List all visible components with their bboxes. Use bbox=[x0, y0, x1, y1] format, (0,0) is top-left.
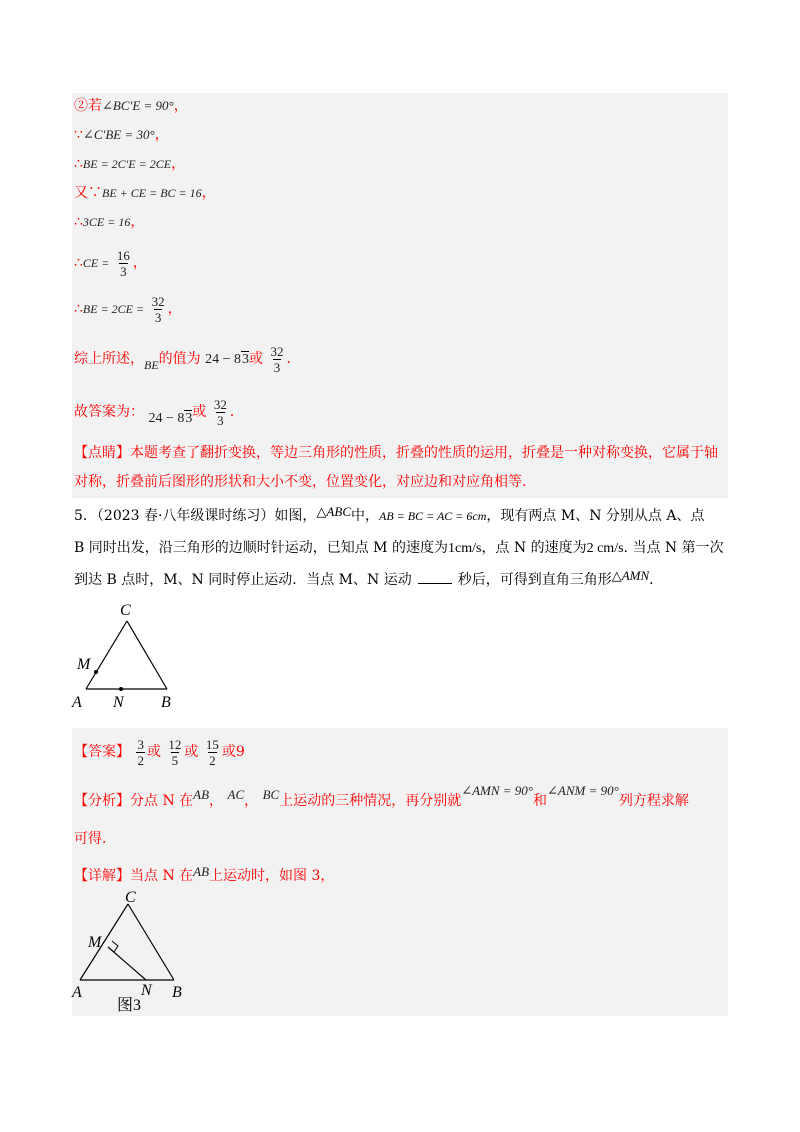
side-ac bbox=[86, 621, 127, 689]
point-n bbox=[119, 687, 123, 691]
comma: ， bbox=[132, 255, 147, 271]
question-text: ，现有两点 M、N 分别从点 A、点 bbox=[486, 508, 705, 524]
solution-line-summary bbox=[74, 341, 300, 378]
analysis-text: 上运动的三种情况，再分别就 bbox=[279, 793, 462, 809]
denominator: 2 bbox=[209, 752, 216, 768]
because-symbol: ∵ bbox=[74, 127, 83, 143]
equation: 3CE = 16 bbox=[82, 215, 131, 229]
label-n: N bbox=[113, 694, 124, 711]
question-text: 到达 B 点时，M、N 同时停止运动．当点 M、N 运动 bbox=[74, 572, 412, 588]
analysis-line-1 bbox=[74, 783, 689, 811]
segment-ab: AB bbox=[193, 787, 210, 802]
equation: BE = 2CE = bbox=[82, 302, 145, 316]
comment-line-1 bbox=[74, 443, 718, 463]
therefore-symbol: ∴ bbox=[74, 255, 83, 271]
triangle-amn: △AMN bbox=[611, 568, 650, 583]
sqrt-radicand: 3 bbox=[242, 352, 250, 367]
comma: ， bbox=[173, 98, 188, 114]
analysis-text: 可得． bbox=[74, 831, 116, 847]
numerator: 15 bbox=[205, 736, 219, 752]
comment-line-2 bbox=[74, 472, 526, 492]
equation: CE = bbox=[82, 256, 110, 270]
solution-line-6 bbox=[74, 246, 147, 280]
triangle-abc: △ABC bbox=[316, 504, 351, 519]
fraction bbox=[167, 737, 182, 768]
label-a: A bbox=[72, 694, 82, 711]
angle-anm: ∠ANM = 90° bbox=[547, 783, 619, 798]
or-word: 或 bbox=[184, 744, 199, 760]
analysis-tag: 【分析】 bbox=[74, 793, 130, 809]
side-bc bbox=[128, 904, 174, 980]
fraction bbox=[136, 737, 145, 768]
angle-amn: ∠AMN = 90° bbox=[461, 783, 534, 798]
or-word: 或 bbox=[146, 744, 161, 760]
value-expr: 24 − 8 bbox=[148, 411, 185, 426]
angle-expr: ∠BC′E = 90° bbox=[102, 98, 174, 113]
angle-expr: ∠C′BE = 30° bbox=[82, 127, 155, 142]
answer-label: 故答案为： bbox=[74, 404, 144, 420]
comment-text: 本题考查了翻折变换，等边三角形的性质，折叠的性质的运用，折叠是一种对称变换，它属于轴 bbox=[130, 445, 718, 461]
comma: ， bbox=[244, 793, 259, 809]
solution-line-2 bbox=[74, 125, 169, 145]
triangle-figure bbox=[70, 600, 190, 712]
speed-n: 2 cm/s bbox=[586, 541, 624, 556]
detail-text: 当点 N 在 bbox=[130, 868, 194, 884]
denominator: 3 bbox=[217, 412, 224, 428]
denominator: 3 bbox=[120, 263, 127, 279]
numerator: 32 bbox=[270, 343, 284, 359]
period: ． bbox=[229, 404, 244, 420]
answer-line bbox=[74, 734, 245, 770]
label-a: A bbox=[72, 984, 82, 1001]
or-word: 或 bbox=[221, 744, 236, 760]
numerator: 12 bbox=[168, 736, 182, 752]
detail-line bbox=[74, 866, 334, 886]
numerator: 32 bbox=[213, 396, 227, 412]
analysis-text: 列方程求解 bbox=[618, 793, 689, 809]
question-text: ，点 N 的速度为 bbox=[481, 540, 587, 556]
variable-be: BE bbox=[144, 358, 159, 372]
analysis-line-2 bbox=[74, 829, 116, 849]
solution-line-3 bbox=[74, 154, 185, 174]
question-line-1 bbox=[74, 506, 704, 526]
analysis-text: 分点 N 在 bbox=[130, 793, 194, 809]
period: ． bbox=[286, 351, 301, 367]
comma: ， bbox=[209, 793, 224, 809]
answer-blank bbox=[418, 571, 452, 584]
comment-text: 对称，折叠前后图形的形状和大小不变，位置变化，对应边和对应角相等. bbox=[74, 474, 527, 490]
solution-line-5 bbox=[74, 212, 144, 232]
numerator: 16 bbox=[116, 247, 130, 263]
fraction bbox=[116, 248, 131, 279]
case-label: ②若 bbox=[74, 98, 102, 114]
question-text: 秒后，可得到直角三角形 bbox=[457, 572, 612, 588]
comma: ， bbox=[201, 185, 216, 201]
comma: ， bbox=[167, 301, 182, 317]
and-word: 和 bbox=[533, 793, 548, 809]
solution-line-1 bbox=[74, 96, 188, 116]
figure-caption: 图3 bbox=[117, 997, 142, 1014]
numerator: 3 bbox=[137, 736, 144, 752]
therefore-symbol: ∴ bbox=[74, 156, 83, 172]
denominator: 3 bbox=[273, 359, 281, 375]
segment-ab: AB bbox=[193, 864, 210, 879]
segment-ac: AC bbox=[227, 787, 245, 802]
segment-bc: BC bbox=[262, 787, 280, 802]
comment-tag: 【点睛】 bbox=[74, 445, 130, 461]
question-text: 中， bbox=[351, 508, 379, 524]
label-c: C bbox=[120, 602, 131, 619]
side-bc bbox=[127, 621, 167, 689]
figure-3 bbox=[70, 886, 200, 1018]
label-n: N bbox=[141, 982, 152, 999]
value-expr: 24 − 8 bbox=[205, 352, 242, 367]
question-line-2 bbox=[74, 538, 724, 559]
fraction bbox=[151, 294, 166, 325]
label-b: B bbox=[172, 984, 182, 1001]
right-angle-mark bbox=[112, 941, 118, 952]
summary-label: 综上所述， bbox=[74, 351, 144, 367]
question-text: . 当点 N 第一次 bbox=[623, 540, 724, 556]
comma: ， bbox=[171, 156, 186, 172]
question-text: B 同时出发，沿三角形的边顺时针运动，已知点 M 的速度为 bbox=[74, 540, 448, 556]
question-line-3 bbox=[74, 570, 663, 590]
label-m: M bbox=[77, 656, 91, 673]
segment-mn bbox=[108, 947, 146, 980]
answer-value: 9 bbox=[235, 744, 245, 760]
sqrt-radicand: 3 bbox=[185, 411, 193, 426]
speed-m: 1cm/s bbox=[447, 541, 482, 556]
solution-line-7 bbox=[74, 292, 182, 326]
or-word: 或 bbox=[249, 351, 264, 367]
solution-line-4 bbox=[74, 183, 216, 203]
solution-line-answer bbox=[74, 394, 244, 431]
denominator: 2 bbox=[137, 752, 144, 768]
label-c: C bbox=[125, 889, 136, 906]
fraction bbox=[269, 344, 284, 375]
because-symbol: 又∵ bbox=[74, 185, 102, 201]
question-text: 5．（2023 春·八年级课时练习）如图， bbox=[74, 508, 317, 524]
denominator: 5 bbox=[171, 752, 179, 768]
detail-tag: 【详解】 bbox=[74, 868, 130, 884]
point-m bbox=[94, 670, 98, 674]
detail-text: 上运动时，如图 3， bbox=[209, 868, 335, 884]
question-text: ． bbox=[649, 572, 664, 588]
comma: ， bbox=[130, 214, 145, 230]
or-word: 或 bbox=[192, 404, 207, 420]
numerator: 32 bbox=[151, 293, 165, 309]
side-equation: AB = BC = AC = 6cm bbox=[379, 509, 487, 523]
value-label: 的值为 bbox=[158, 351, 201, 367]
equation: BE + CE = BC = 16 bbox=[102, 186, 202, 200]
denominator: 3 bbox=[154, 309, 162, 325]
therefore-symbol: ∴ bbox=[74, 214, 83, 230]
label-b: B bbox=[161, 694, 171, 711]
comma: ， bbox=[154, 127, 169, 143]
therefore-symbol: ∴ bbox=[74, 301, 83, 317]
equation: BE = 2C′E = 2CE bbox=[82, 157, 172, 171]
fraction bbox=[213, 397, 228, 428]
answer-tag: 【答案】 bbox=[74, 744, 130, 760]
fraction bbox=[205, 737, 220, 768]
label-m: M bbox=[88, 934, 102, 951]
